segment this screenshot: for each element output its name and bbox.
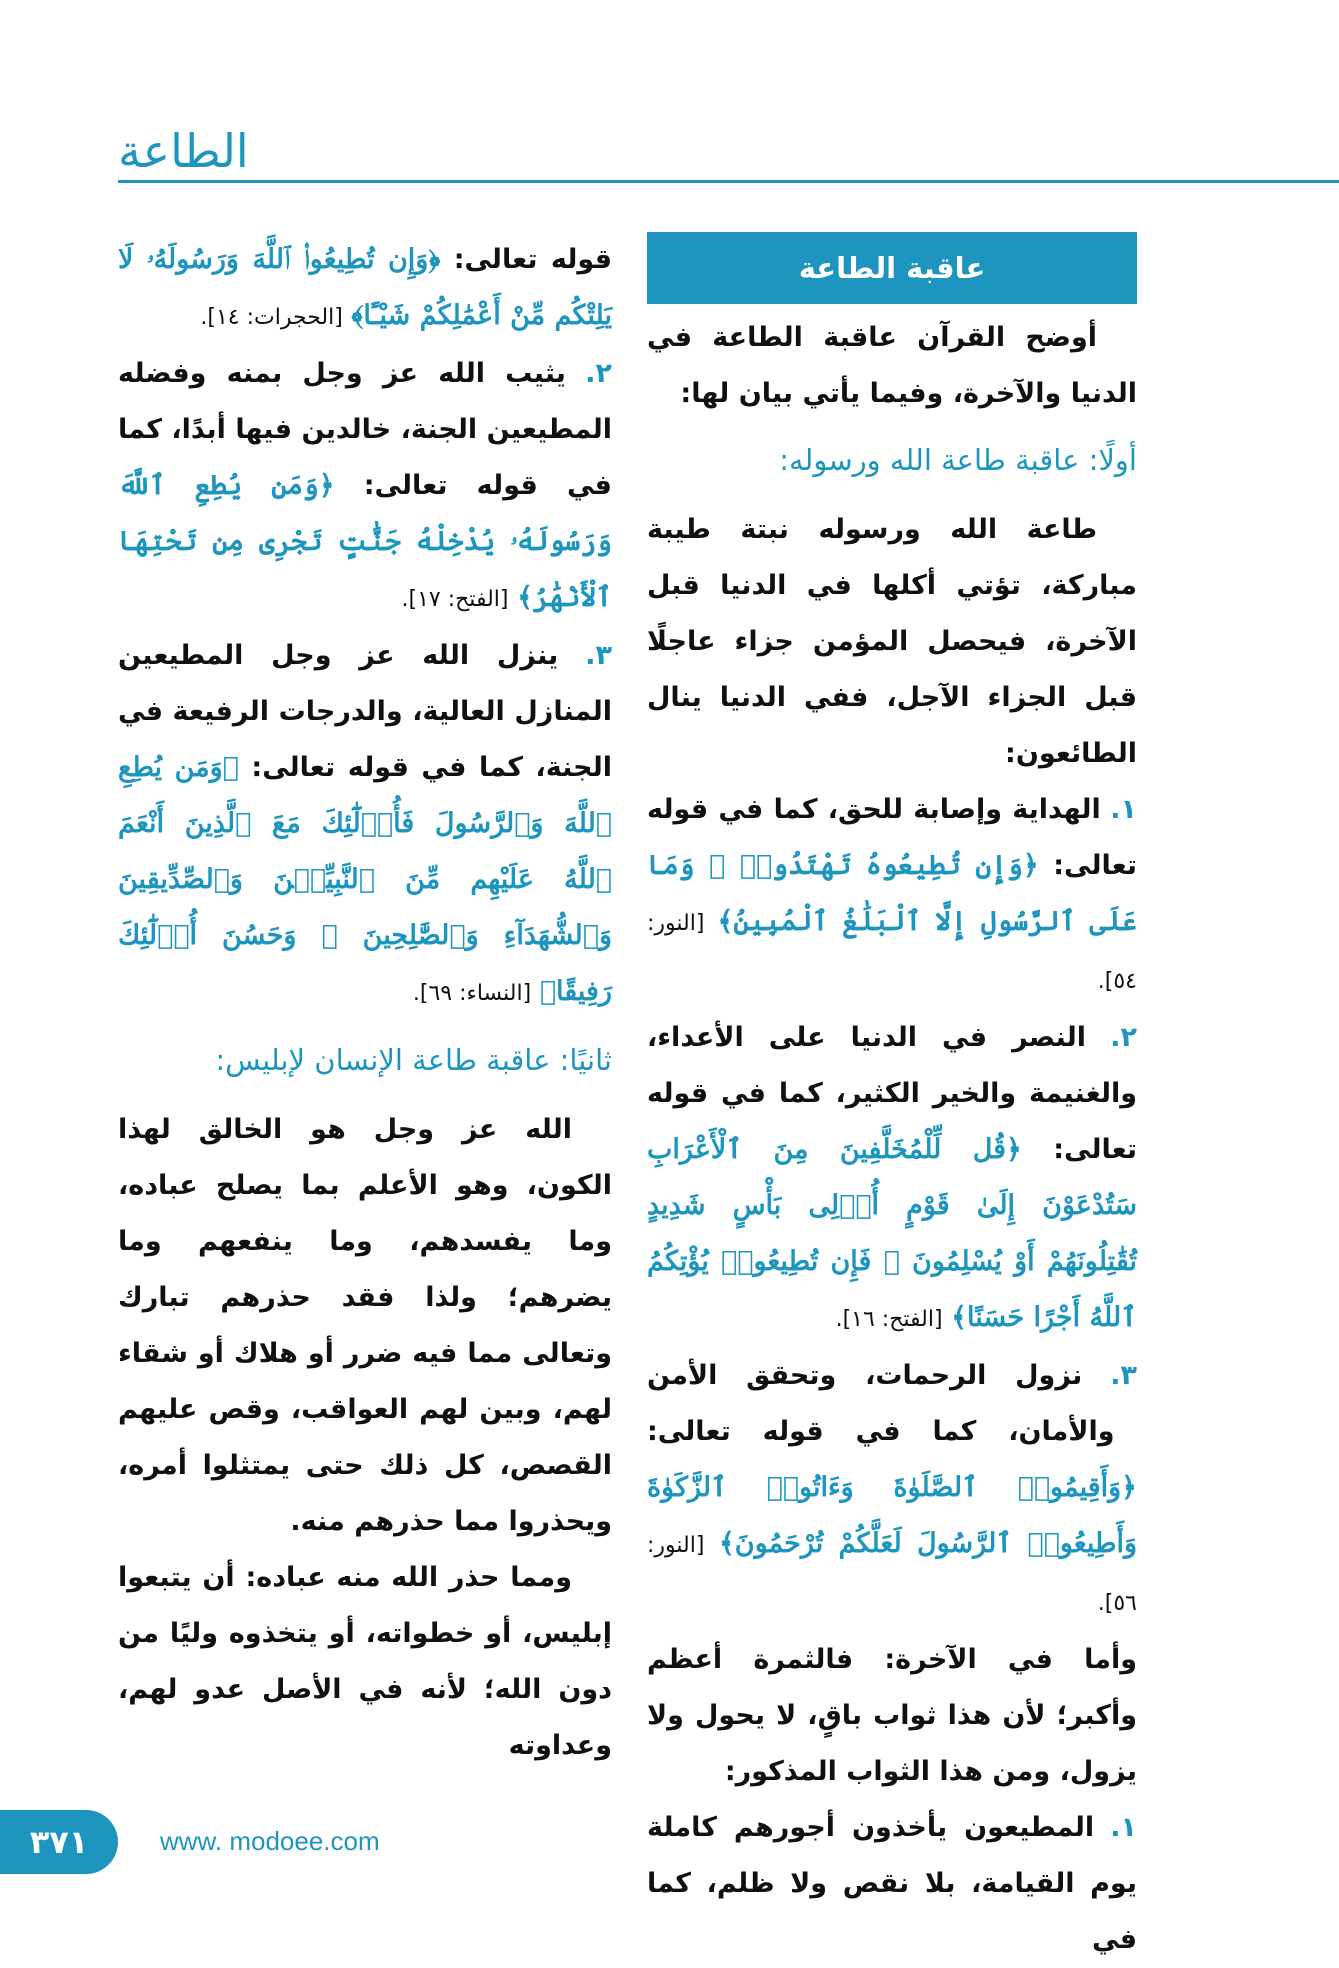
title-divider	[118, 180, 1339, 183]
item-text: نزول الرحمات، وتحقق الأمن والأمان، كما في قوله تعالى:	[647, 1360, 1115, 1447]
item-text: النصر في الدنيا على الأعداء، والغنيمة والخير الكثير، كما في قوله تعالى:	[647, 1022, 1137, 1165]
continued-item	[118, 232, 612, 346]
left-column	[118, 232, 612, 1774]
item-number: ٢.	[585, 358, 612, 389]
quran-verse: ﴿وَإِن تُطِيعُوهُ تَهْتَدُوا۟ ۚ وَمَا عَلَى ٱلرَّسُولِ إِلَّا ٱلْبَلَٰغُ ٱلْمُبِينُ﴾	[647, 850, 1138, 937]
quran-verse: ﴿وَمَن يُطِعِ ٱللَّهَ وَٱلرَّسُولَ فَأُو۟لَٰٓئِكَ مَعَ ٱلَّذِينَ أَنْعَمَ ٱللَّهُ عَلَيْهِم مِّنَ ٱلنَّبِيِّـۧنَ وَٱلصِّدِّيقِينَ وَٱلشُّهَدَآءِ وَٱلصَّٰلِحِينَ ۚ وَحَسُنَ أُو۟لَٰٓئِكَ رَفِيقًا﴾	[118, 752, 612, 1007]
paragraph-worldly-rewards: طاعة الله ورسوله نبتة طيبة مباركة، تؤتي أكلها في الدنيا قبل الآخرة، فيحصل المؤمن جزاء عاجلًا قبل الجزاء الآجل، ففي الدنيا ينال الطائعون:	[647, 514, 1137, 769]
paragraph-creator: الله عز وجل هو الخالق لهذا الكون، وهو الأعلم بما يصلح عباده، وما يفسدهم، وما ينفعهم وما يضرهم؛ ولذا فقد حذرهم تبارك وتعالى مما فيه ضرر أو هلاك أو شقاء لهم، وبين لهم العواقب، وقص عليهم القصص، كل ذلك حتى يمتثلوا أمره، ويحذروا مما حذرهم منه.	[118, 1114, 612, 1537]
quran-verse: ﴿وَإِن تُطِيعُوا۟ ٱللَّهَ وَرَسُولَهُۥ لَا يَلِتْكُم مِّنْ أَعْمَٰلِكُمْ شَيْـًٔا﴾	[118, 244, 612, 331]
list-item	[647, 1010, 1137, 1348]
item-number: ٣.	[585, 640, 612, 671]
item-text: قوله تعالى:	[440, 244, 612, 275]
verse-reference: [الحجرات: ١٤].	[200, 305, 343, 330]
section-heading: عاقبة الطاعة	[647, 232, 1137, 304]
item-number: ٢.	[1110, 1022, 1137, 1053]
intro-paragraph: أوضح القرآن عاقبة الطاعة في الدنيا والآخرة، وفيما يأتي بيان لها:	[647, 322, 1137, 409]
item-text: ينزل الله عز وجل المطيعين المنازل العالية، والدرجات الرفيعة في الجنة، كما في قوله تعالى:	[118, 640, 612, 783]
quran-verse: ﴿قُل لِّلْمُخَلَّفِينَ مِنَ ٱلْأَعْرَابِ سَتُدْعَوْنَ إِلَىٰ قَوْمٍ أُو۟لِى بَأْسٍ شَدِيدٍ تُقَٰتِلُونَهُمْ أَوْ يُسْلِمُونَ ۖ فَإِن تُطِيعُوا۟ يُؤْتِكُمُ ٱللَّهُ أَجْرًا حَسَنًا﴾	[647, 1134, 1137, 1333]
item-number: ٣.	[1110, 1360, 1137, 1391]
page-number-badge: ٣٧١	[0, 1810, 118, 1874]
item-text: يثيب الله عز وجل بمنه وفضله المطيعين الجنة، خالدين فيها أبدًا، كما في قوله تعالى:	[118, 358, 612, 501]
verse-reference: [الفتح: ١٧].	[401, 587, 509, 612]
subheading-second: ثانيًا: عاقبة طاعة الإنسان لإبليس:	[215, 1043, 612, 1077]
item-number: ١.	[1110, 1812, 1138, 1843]
paragraph-hereafter: وأما في الآخرة: فالثمرة أعظم وأكبر؛ لأن هذا ثواب باقٍ، لا يحول ولا يزول، ومن هذا الثواب المذكور:	[647, 1644, 1137, 1787]
list-item	[647, 782, 1137, 1010]
list-item	[647, 1348, 1137, 1632]
item-text: الهداية وإصابة للحق، كما في قوله تعالى:	[647, 794, 1137, 881]
list-item	[118, 346, 612, 628]
page-title: الطاعة	[118, 124, 249, 178]
right-column	[647, 232, 1137, 1968]
subheading-first: أولًا: عاقبة طاعة الله ورسوله:	[779, 443, 1137, 477]
item-text: المطيعون يأخذون أجورهم كاملة يوم القيامة، بلا نقص ولا ظلم، كما في	[647, 1812, 1137, 1955]
site-url[interactable]: www. modoee.com	[160, 1826, 380, 1856]
verse-reference: [النور: ٥٤].	[647, 911, 1137, 994]
quran-verse: ﴿وَأَقِيمُوا۟ ٱلصَّلَوٰةَ وَءَاتُوا۟ ٱلزَّكَوٰةَ وَأَطِيعُوا۟ ٱلرَّسُولَ لَعَلَّكُمْ تُرْحَمُونَ﴾	[647, 1472, 1137, 1559]
verse-reference: [الفتح: ١٦].	[835, 1307, 943, 1332]
quran-verse: ﴿وَمَن يُطِعِ ٱللَّهَ وَرَسُولَهُۥ يُدْخِلْهُ جَنَّٰتٍ تَجْرِى مِن تَحْتِهَا ٱلْأَنْهَٰرُ﴾	[118, 470, 612, 613]
verse-reference: [النساء: ٦٩].	[412, 981, 532, 1006]
item-number: ١.	[1110, 794, 1137, 825]
list-item	[647, 1800, 1137, 1968]
verse-reference: [النور: ٥٦].	[647, 1533, 1137, 1616]
paragraph-warning: ومما حذر الله منه عباده: أن يتبعوا إبليس، أو خطواته، أو يتخذوه وليًا من دون الله؛ لأنه في الأصل عدو لهم، وعداوته	[118, 1562, 612, 1761]
list-item	[118, 628, 612, 1022]
